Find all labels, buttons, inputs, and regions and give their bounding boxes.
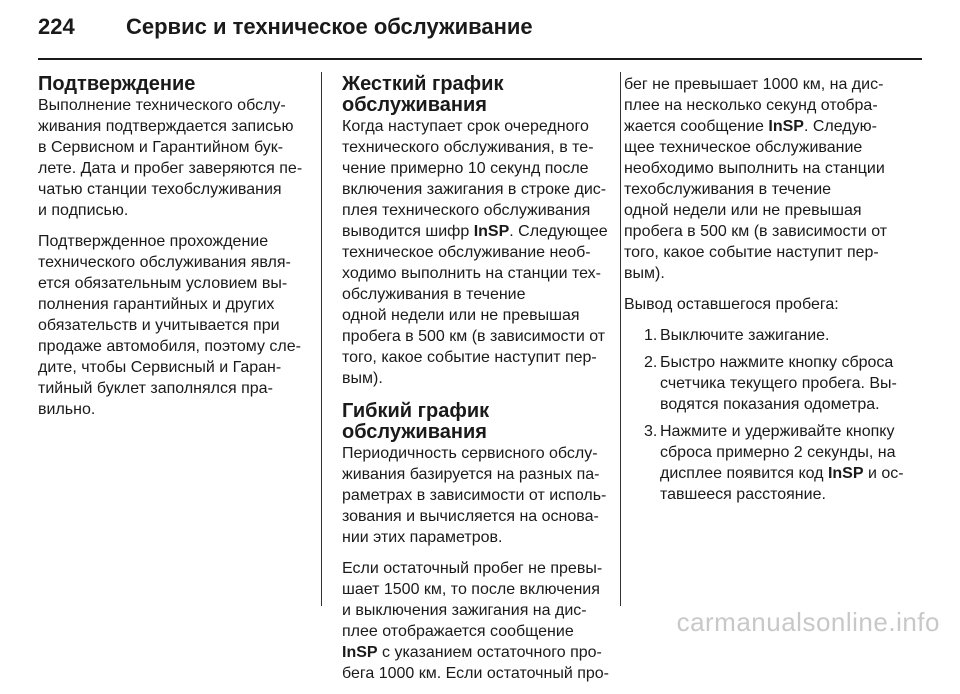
section-heading-flexible-schedule: Гибкий график обслуживания — [342, 400, 490, 443]
text-line: Периодичность сервисного обслу- — [342, 445, 598, 462]
text-run: . Следующее — [509, 223, 608, 240]
display-code-insp: InSP — [473, 223, 510, 240]
paragraph: Вывод оставшегося пробега: — [624, 296, 839, 313]
list-number: 3. — [644, 423, 658, 440]
paragraph — [38, 231, 310, 420]
text-run: жается сообщение — [624, 118, 769, 135]
text-line — [660, 463, 904, 484]
text-line: плея технического обслуживания — [342, 202, 591, 219]
text-line: дите, чтобы Сервисный и Гаран- — [38, 359, 282, 376]
paragraph — [38, 95, 310, 221]
list-item — [624, 325, 904, 346]
text-line: раметрах в зависимости от исполь- — [342, 487, 607, 504]
text-line: того, какое событие наступит пер- — [624, 244, 879, 261]
text-line — [342, 642, 610, 663]
column-2 — [342, 74, 610, 694]
text-line: Нажмите и удерживайте кнопку — [660, 423, 895, 440]
paragraph — [342, 443, 610, 548]
text-line: и выключения зажигания на дис- — [342, 602, 587, 619]
text-line: одной недели или не превышая — [624, 202, 862, 219]
watermark: carmanualsonline.info — [676, 607, 940, 637]
text-line: того, какое событие наступит пер- — [342, 349, 597, 366]
list-number: 2. — [644, 354, 658, 371]
list-item — [624, 352, 904, 415]
text-line: Выключите зажигание. — [660, 327, 830, 344]
text-line: живания подтверждается записью — [38, 118, 294, 135]
text-line — [624, 116, 904, 137]
display-code-insp: InSP — [827, 465, 864, 482]
column-1 — [38, 74, 310, 430]
paragraph — [342, 558, 610, 684]
column-3 — [624, 74, 904, 511]
text-line: необходимо выполнить на станции — [624, 160, 885, 177]
text-line: бега 1000 км. Если остаточный про- — [342, 665, 609, 682]
text-line: технического обслуживания явля- — [38, 254, 291, 271]
text-line: плее на несколько секунд отобра- — [624, 97, 878, 114]
text-line: обслуживания в течение — [342, 286, 526, 303]
text-line: Когда наступает срок очередного — [342, 118, 589, 135]
text-line: счетчика текущего пробега. Вы- — [660, 375, 897, 392]
text-line: живания базируется на разных па- — [342, 466, 600, 483]
text-run: дисплее появится код — [660, 465, 828, 482]
paragraph — [342, 116, 610, 389]
text-line: и подписью. — [38, 202, 129, 219]
text-line: лете. Дата и пробег заверяются пе- — [38, 160, 303, 177]
text-line: полнения гарантийных и других — [38, 296, 275, 313]
page-title: Сервис и техническое обслуживание — [126, 14, 533, 39]
text-run: с указанием остаточного про- — [377, 644, 602, 661]
list-number: 1. — [644, 327, 658, 344]
text-run: и ос- — [863, 465, 904, 482]
column-divider-2 — [620, 72, 621, 606]
text-line — [342, 221, 610, 242]
display-code-insp: InSP — [342, 644, 378, 661]
list-item — [624, 421, 904, 505]
text-line: бег не превышает 1000 км, на дис- — [624, 76, 884, 93]
section-heading-confirmation: Подтверждение — [38, 73, 196, 95]
header-rule — [38, 58, 922, 60]
text-line: ходимо выполнить на станции тех- — [342, 265, 601, 282]
text-line: пробега в 500 км (в зависимости от — [342, 328, 606, 345]
text-line: водятся показания одометра. — [660, 396, 880, 413]
text-line: включения зажигания в строке дис- — [342, 181, 607, 198]
heading-line: Жесткий график — [342, 73, 504, 95]
paragraph — [624, 74, 904, 284]
text-line: технического обслуживания, в те- — [342, 139, 594, 156]
text-line: сброса примерно 2 секунды, на — [660, 444, 896, 461]
text-line: Выполнение технического обслу- — [38, 97, 286, 114]
text-line: продаже автомобиля, поэтому сле- — [38, 338, 301, 355]
text-line: ется обязательным условием вы- — [38, 275, 288, 292]
column-divider-1 — [321, 72, 322, 606]
text-line: техническое обслуживание необ- — [342, 244, 591, 261]
text-line: Если остаточный пробег не превы- — [342, 560, 603, 577]
text-line: техобслуживания в течение — [624, 181, 832, 198]
text-line: обязательств и учитывается при — [38, 317, 280, 334]
text-line: чатью станции техобслуживания — [38, 181, 282, 198]
text-line: плее отображается сообщение — [342, 623, 574, 640]
display-code-insp: InSP — [768, 118, 804, 135]
text-run: выводится шифр — [342, 223, 474, 240]
text-line: одной недели или не превышая — [342, 307, 580, 324]
heading-line: обслуживания — [342, 94, 487, 116]
text-line: пробега в 500 км (в зависимости от — [624, 223, 888, 240]
text-line: нии этих параметров. — [342, 529, 503, 546]
text-line: вым). — [624, 265, 665, 282]
text-line: вильно. — [38, 401, 96, 418]
section-heading-fixed-schedule — [342, 74, 610, 116]
text-line: Быстро нажмите кнопку сброса — [660, 354, 894, 371]
text-run: . Следую- — [803, 118, 877, 135]
text-line: Подтвержденное прохождение — [38, 233, 269, 250]
text-line: щее техническое обслуживание — [624, 139, 863, 156]
text-line: чение примерно 10 секунд после — [342, 160, 589, 177]
page-number: 224 — [38, 14, 75, 39]
text-line: в Сервисном и Гарантийном бук- — [38, 139, 284, 156]
text-line: вым). — [342, 370, 383, 387]
text-line: тийный буклет заполнялся пра- — [38, 380, 273, 397]
text-line: шает 1500 км, то после включения — [342, 581, 600, 598]
text-line: зования и вычисляется на основа- — [342, 508, 599, 525]
text-line: тавшееся расстояние. — [660, 486, 826, 503]
